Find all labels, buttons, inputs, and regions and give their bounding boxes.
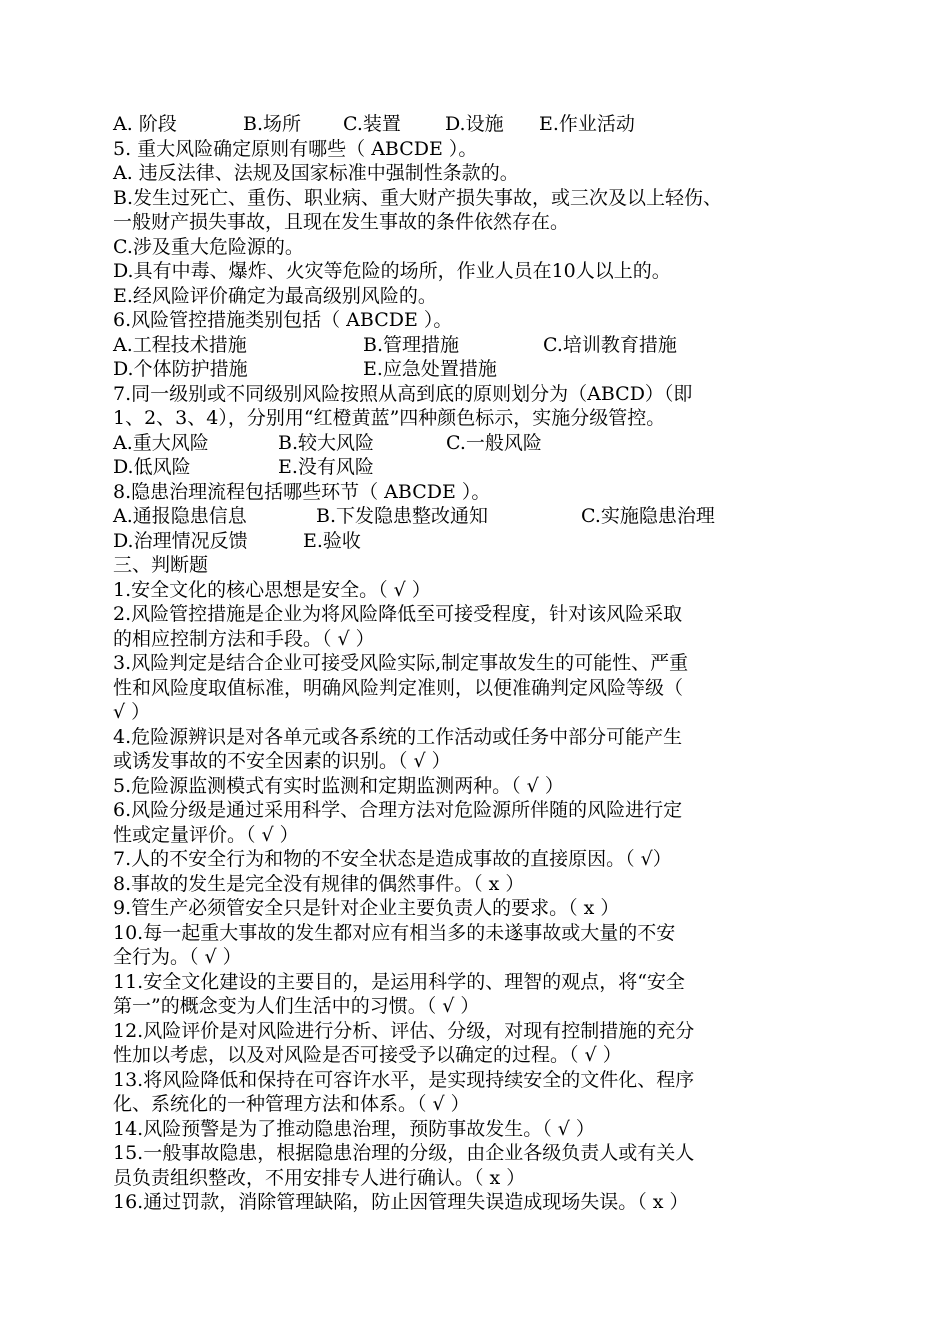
option-item: C.实施隐患治理 [581,505,715,527]
text-line: E.经风险评价确定为最高级别风险的。 [113,284,437,307]
text-line: 6.风险分级是通过采用科学、合理方法对危险源所伴随的风险进行定 [113,799,683,821]
text-line: 8.事故的发生是完全没有规律的偶然事件。（ x ） [113,872,525,895]
text-line: 一般财产损失事故，且现在发生事故的条件依然存在。 [113,211,570,233]
text-line [113,431,835,456]
text-line: 6.风险管控措施类别包括（ ABCDE ）。 [113,309,453,331]
option-item: B.场所 [243,113,302,135]
text-line: √ ） [113,701,151,723]
text-line: 7.人的不安全行为和物的不安全状态是造成事故的直接原因。（ √） [113,848,672,870]
text-line [113,504,835,529]
option-item: E.没有风险 [278,456,374,478]
text-line: 第一”的概念变为人们生活中的习惯。（ √ ） [113,995,480,1017]
text-line: 的相应控制方法和手段。（ √ ） [113,627,375,650]
option-item: A. 阶段 [113,113,177,135]
text-line: D.具有中毒、爆炸、火灾等危险的场所，作业人员在10人以上的。 [113,260,671,282]
option-item: C.培训教育措施 [543,333,677,356]
text-line: A. 违反法律、法规及国家标准中强制性条款的。 [113,162,519,184]
option-item: E.应急处置措施 [363,358,497,380]
option-item: E.作业活动 [539,113,635,135]
text-line: 化、系统化的一种管理方法和体系。（ √ ） [113,1093,470,1115]
text-line: 性或定量评价。（ √ ） [113,823,299,846]
text-line: 1、2、3、4），分别用“红橙黄蓝”四种颜色标示，实施分级管控。 [113,407,666,429]
text-line: 全行为。（ √ ） [113,946,242,968]
text-line: 5.危险源监测模式有实时监测和定期监测两种。（ √ ） [113,774,564,797]
option-item: E.验收 [303,529,361,552]
text-line: 4.危险源辨识是对各单元或各系统的工作活动或任务中部分可能产生 [113,725,683,748]
option-item: C.一般风险 [446,431,542,454]
text-line: 5. 重大风险确定原则有哪些（ ABCDE ）。 [113,137,478,160]
option-item: D.个体防护措施 [113,358,248,380]
text-line: 9.管生产必须管安全只是针对企业主要负责人的要求。（ x ） [113,897,620,919]
text-line: 三、判断题 [113,554,209,576]
text-line: 7.同一级别或不同级别风险按照从高到底的原则划分为（ABCD）（即 [113,382,693,405]
text-line: 或诱发事故的不安全因素的识别。（ √ ） [113,750,451,772]
text-line: 11.安全文化建设的主要目的，是运用科学的、理智的观点，将“安全 [113,970,685,993]
option-item: D.低风险 [113,456,191,478]
document-page [113,112,835,1215]
option-item: B.较大风险 [278,431,375,454]
text-line [113,455,835,480]
option-item: A.通报隐患信息 [113,505,247,527]
text-line: 2.风险管控措施是企业为将风险降低至可接受程度，针对该风险采取 [113,603,683,625]
option-item: A.工程技术措施 [113,333,247,356]
text-line: 16.通过罚款，消除管理缺陷，防止因管理失误造成现场失误。（ x ） [113,1191,689,1213]
option-item: B.下发隐患整改通知 [316,505,489,527]
option-item: C.装置 [343,113,401,135]
text-line: 3.风险判定是结合企业可接受风险实际,制定事故发生的可能性、严重 [113,652,689,674]
text-line: 13.将风险降低和保持在可容许水平，是实现持续安全的文件化、程序 [113,1068,695,1091]
option-item: D.治理情况反馈 [113,529,248,552]
text-line: 15.一般事故隐患，根据隐患治理的分级，由企业各级负责人或有关人 [113,1142,695,1164]
text-line: 10.每一起重大事故的发生都对应有相当多的未遂事故或大量的不安 [113,921,676,944]
text-line: 1.安全文化的核心思想是安全。（ √ ） [113,578,431,601]
text-line: 员负责组织整改，不用安排专人进行确认。（ x ） [113,1166,526,1189]
text-line: B.发生过死亡、重伤、职业病、重大财产损失事故，或三次及以上轻伤、 [113,186,723,209]
option-item: B.管理措施 [363,333,460,356]
option-item: D.设施 [445,113,504,135]
text-line [113,112,835,137]
text-line: 性加以考虑，以及对风险是否可接受予以确定的过程。（ √ ） [113,1044,622,1066]
text-line: 12.风险评价是对风险进行分析、评估、分级，对现有控制措施的充分 [113,1019,695,1042]
text-line [113,357,835,382]
text-line [113,333,835,358]
text-line: 8.隐患治理流程包括哪些环节（ ABCDE ）。 [113,480,491,503]
text-line: 14.风险预警是为了推动隐患治理，预防事故发生。（ √ ） [113,1117,595,1140]
text-line: C.涉及重大危险源的。 [113,235,304,258]
text-line [113,529,835,554]
text-line: 性和风险度取值标准，明确风险判定准则，以便准确判定风险等级（ [113,676,684,699]
option-item: A.重大风险 [113,431,209,454]
